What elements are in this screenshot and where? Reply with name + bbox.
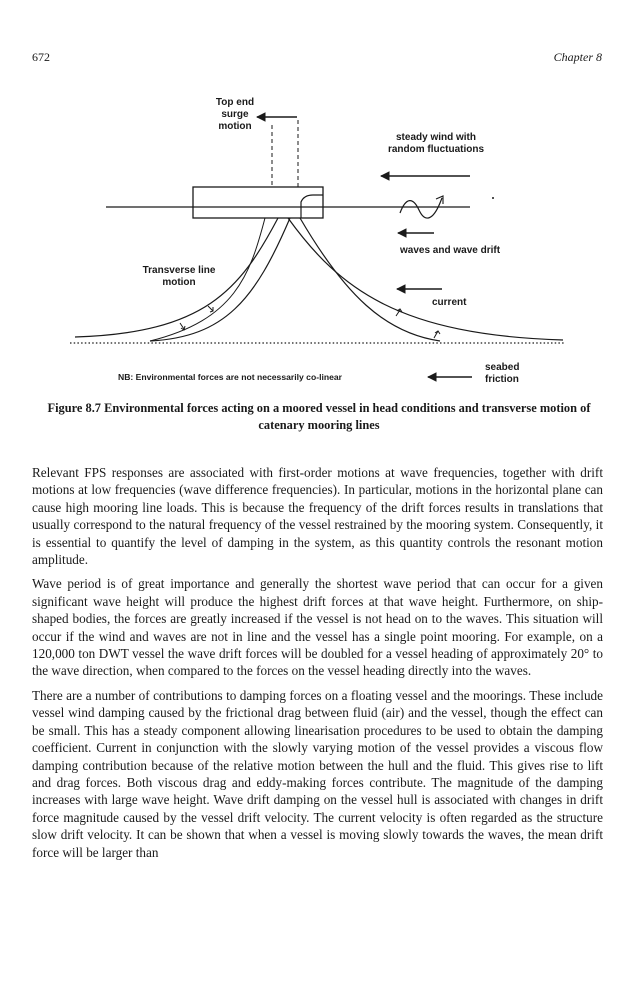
label-top-end-surge-1: Top end: [215, 97, 255, 108]
vessel-hull: [193, 187, 323, 218]
body-text: [32, 464, 603, 868]
figure-8-7: [0, 85, 638, 400]
paragraph-1: Relevant FPS responses are associated with first-order motions at wave frequencies, together with drift motions at low frequencies (wave difference frequencies). In particular, motions in the horizontal plane can cause high mooring line loads. This is because the frequency of the drift forces results in translations that usually correspond to the natural frequency of the vessel restrained by the mooring system. Consequently, it is essential to quantify the level of damping in the system, as this quantity controls the resonant motion amplitude.: [32, 465, 603, 568]
paragraph-2: Wave period is of great importance and generally the shortest wave period that can occur for a given significant wave height will produce the highest drift forces at that wave height. Furthermore, on ship-shaped bodies, the forces are greatly increased if the vessel is not head on to the waves. This situation will occur if the wind and waves are not in line and the vessel has a single point mooring. For example, on a 120,000 ton DWT vessel the wave drift forces will be doubled for a vessel heading of approximately 20° to the wave direction, when compared to the forces on the vessel heading directly into the waves.: [32, 576, 603, 679]
label-transverse: [138, 265, 220, 289]
line-motion-arrow-4: [434, 331, 440, 338]
line-motion-arrow-1: [180, 323, 185, 330]
figure-dot: [492, 197, 494, 199]
paragraph-3: There are a number of contributions to damping forces on a floating vessel and the moorings. These include vessel wind damping caused by the frictional drag between fluid (air) and the vessel, though the effect can be small. This has a steady component allowing linearisation procedures to be used to obtain the damping coefficient. Current in conjunction with the slowly varying motion of the vessel provides a viscous flow damping contribution because of the relative motion between the hull and the fluid. This gives rise to lift and drag forces. Both viscous drag and eddy-making forces contribute. The magnitude of the damping increases with large wave height. Wave drift damping on the vessel hull is associated with changes in drift force magnitude caused by the vessel drift velocity. The current velocity is often regarded as the structure slow drift velocity. It can be shown that when a vessel is moving slowly towards the waves, the mean drift force will be larger than: [32, 687, 603, 860]
page-number: 672: [32, 50, 50, 64]
line-motion-arrow-2: [208, 306, 213, 312]
mooring-line-right-2: [300, 218, 440, 341]
mooring-line-right-1: [288, 218, 563, 340]
caption-line-1: Figure 8.7 Environmental forces acting on a moored vessel in head conditions and transverse motion of: [47, 401, 591, 415]
label-transverse-1: Transverse line: [142, 265, 216, 276]
mooring-diagram: [0, 85, 638, 400]
chapter-label: Chapter 8: [553, 50, 602, 64]
label-waves-drift: waves and wave drift: [400, 245, 501, 256]
label-steady-wind-2: random fluctuations: [387, 144, 485, 155]
label-steady-wind-1: steady wind with: [395, 132, 476, 143]
wave-symbol: [400, 198, 442, 218]
caption-line-2: catenary mooring lines: [258, 418, 380, 432]
label-steady-wind: [380, 132, 492, 156]
label-seabed-1: seabed: [485, 362, 520, 373]
label-current: current: [432, 297, 467, 308]
label-transverse-2: motion: [162, 277, 196, 288]
figure-caption: [40, 400, 598, 434]
label-top-end-surge-2: surge motion: [218, 109, 252, 132]
label-seabed-friction: [485, 362, 545, 386]
label-seabed-2: friction: [485, 374, 519, 385]
label-note: NB: Environmental forces are not necessarily co-linear: [118, 372, 342, 382]
label-top-end-surge: [205, 97, 265, 133]
